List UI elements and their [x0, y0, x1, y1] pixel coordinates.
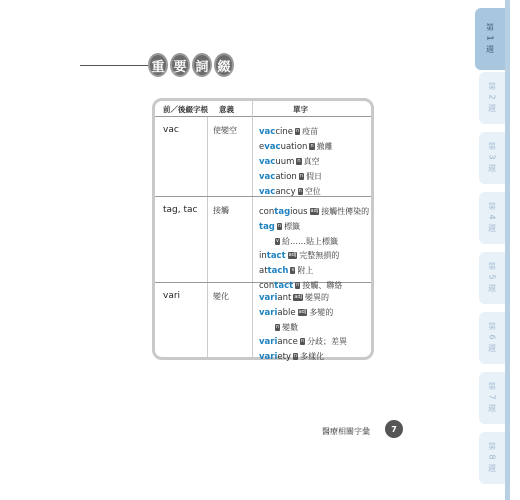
header-words: 單字	[293, 105, 308, 114]
part-of-speech-badge: v	[291, 267, 295, 273]
table-row	[155, 197, 371, 291]
translation: 撤離	[316, 142, 333, 151]
word-list	[259, 124, 333, 199]
vocab-word: vacancy	[259, 186, 296, 197]
vocab-word: vacation	[259, 171, 297, 182]
affix-meaning: 變化	[213, 292, 229, 301]
word-entry	[259, 234, 369, 248]
part-of-speech-badge: n	[299, 173, 303, 179]
affix-root: tag, tac	[163, 205, 198, 215]
vocab-word: attach	[259, 265, 289, 276]
heading-char: 重	[148, 53, 168, 77]
part-of-speech-badge: n	[297, 158, 301, 164]
part-of-speech-badge: n	[276, 323, 280, 330]
vocab-word: variance	[259, 336, 298, 347]
header-affix: 前／後綴字根	[163, 105, 208, 114]
vocab-word: intact	[259, 250, 286, 261]
part-of-speech-badge: n	[310, 143, 314, 149]
highlighted-affix: tag	[259, 221, 275, 232]
part-of-speech-badge: n	[277, 223, 282, 229]
tab-week-3[interactable]: 第 3 週	[479, 132, 505, 184]
part-of-speech-badge: adj	[298, 309, 307, 315]
affix-meaning: 使變空	[213, 126, 237, 135]
header-meaning: 意義	[219, 105, 234, 114]
translation: 空位	[304, 187, 321, 196]
translation: 假日	[306, 172, 322, 181]
highlighted-affix: vac	[259, 156, 276, 167]
highlighted-affix: tact	[274, 280, 294, 291]
book-title: 醫療相關字彙	[322, 427, 370, 436]
highlighted-affix: vac	[259, 126, 276, 137]
highlighted-affix: tach	[267, 265, 289, 276]
vocab-word: evacuation	[259, 141, 308, 152]
highlighted-affix: vac	[259, 171, 276, 182]
tab-week-4[interactable]: 第 4 週	[479, 192, 505, 244]
vocab-word: contact	[259, 280, 294, 291]
week-tabs	[465, 0, 520, 500]
word-entry	[259, 139, 333, 154]
heading-char: 綴	[214, 53, 234, 77]
translation: 真空	[303, 157, 320, 166]
highlighted-affix: vari	[259, 292, 278, 303]
translation: 分歧；差異	[307, 337, 348, 346]
part-of-speech-badge: n	[300, 338, 305, 344]
word-list	[259, 290, 347, 364]
part-of-speech-badge: v	[276, 237, 279, 244]
vocab-word: variant	[259, 292, 292, 303]
word-entry	[259, 305, 347, 320]
section-heading	[138, 50, 244, 80]
vocab-word: vacuum	[259, 156, 295, 167]
highlighted-affix: vari	[259, 307, 278, 318]
translation: 多樣化	[300, 352, 325, 361]
highlighted-affix: vari	[259, 351, 278, 362]
highlighted-affix: tact	[266, 250, 286, 261]
translation: 接觸性傳染的	[321, 207, 370, 216]
part-of-speech-badge: n	[295, 128, 300, 134]
translation: 多變的	[309, 308, 334, 317]
tab-week-7[interactable]: 第 7 週	[479, 372, 505, 424]
highlighted-affix: vac	[259, 186, 276, 197]
part-of-speech-badge: adj	[288, 252, 297, 258]
tab-week-5[interactable]: 第 5 週	[479, 252, 505, 304]
word-entry	[259, 248, 369, 263]
vocab-word: variety	[259, 351, 291, 362]
vocab-word: variable	[259, 307, 296, 318]
word-entry	[259, 204, 369, 219]
table-row	[155, 280, 371, 362]
highlighted-affix: tag	[274, 206, 291, 217]
part-of-speech-badge: adj	[294, 294, 302, 300]
translation: 變異的	[304, 293, 329, 302]
translation: 完整無損的	[299, 251, 340, 260]
word-entry	[259, 320, 347, 334]
word-entry	[259, 263, 369, 278]
part-of-speech-badge: n	[296, 282, 300, 288]
affix-table	[152, 98, 374, 360]
part-of-speech-badge: adj	[310, 208, 319, 214]
page-number: 7	[385, 420, 403, 438]
highlighted-affix: vac	[264, 141, 281, 152]
table-header	[155, 101, 371, 117]
word-entry	[259, 334, 347, 349]
tab-week-8[interactable]: 第 8 週	[479, 432, 505, 484]
affix-root: vac	[163, 125, 179, 135]
part-of-speech-badge: n	[293, 353, 298, 359]
translation: 標籤	[284, 222, 301, 231]
word-list	[259, 204, 369, 293]
word-entry	[259, 154, 333, 169]
tab-week-6[interactable]: 第 6 週	[479, 312, 505, 364]
word-entry	[259, 169, 333, 184]
tab-week-2[interactable]: 第 2 週	[479, 72, 505, 124]
translation: 接觸、聯絡	[302, 281, 343, 290]
vocab-word: vaccine	[259, 126, 293, 137]
table-row	[155, 117, 371, 197]
part-of-speech-badge: n	[298, 188, 302, 194]
vocab-word: contagious	[259, 206, 308, 217]
word-entry	[259, 290, 347, 305]
word-entry	[259, 219, 369, 234]
word-entry	[259, 124, 333, 139]
translation: 變數	[282, 322, 299, 332]
translation: 疫苗	[302, 127, 319, 136]
heading-char: 要	[170, 53, 190, 77]
translation: 附上	[297, 266, 314, 275]
tab-week-1[interactable]: 第 1 週	[475, 8, 505, 70]
vocab-word	[259, 222, 275, 232]
word-entry	[259, 349, 347, 364]
highlighted-affix: vari	[259, 336, 278, 347]
heading-char: 詞	[192, 53, 212, 77]
affix-root: vari	[163, 291, 181, 301]
translation: 給……貼上標籤	[281, 236, 338, 246]
tab-strip	[505, 0, 510, 500]
affix-meaning: 接觸	[213, 206, 229, 215]
